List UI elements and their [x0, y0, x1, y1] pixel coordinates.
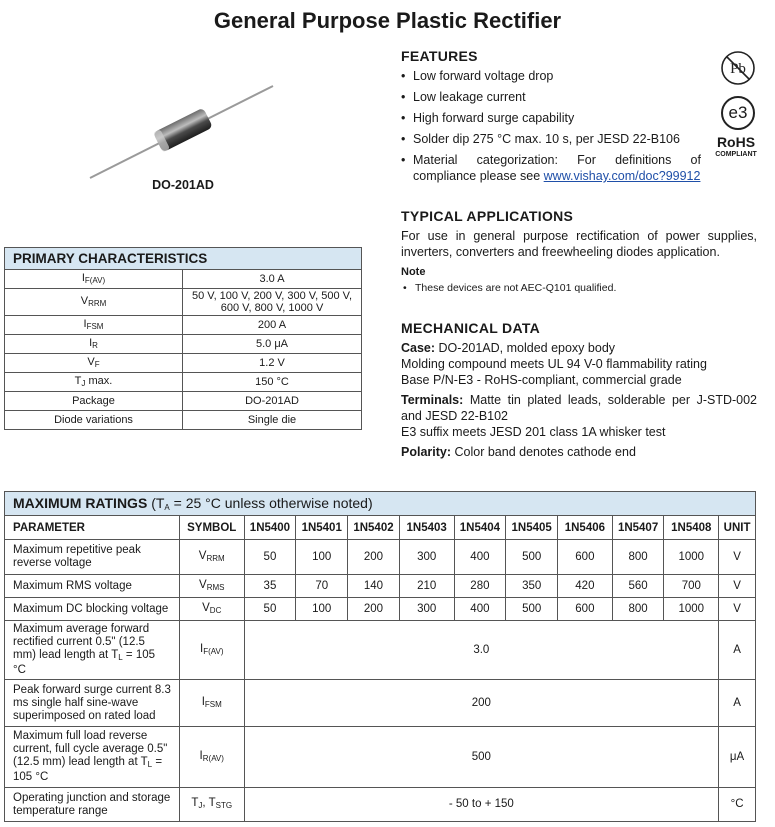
- value-cell: 300: [399, 598, 454, 621]
- value-cell: 300: [399, 540, 454, 575]
- terminals-label: Terminals:: [401, 393, 464, 407]
- terminals-info: [401, 392, 757, 424]
- ratings-row: [5, 621, 756, 680]
- unit-cell: V: [719, 575, 756, 598]
- mechanical-data-title: MECHANICAL DATA: [401, 320, 541, 336]
- primary-row: [5, 289, 362, 316]
- feature-item: • High forward surge capability: [401, 110, 761, 126]
- primary-row: [5, 270, 362, 289]
- primary-value: 50 V, 100 V, 200 V, 300 V, 500 V, 600 V, 800 V, 1000 V: [183, 289, 362, 316]
- symbol-cell: $V_{RMS}$: [179, 575, 244, 598]
- terminals-line2: E3 suffix meets JESD 201 class 1A whisker test: [401, 425, 666, 439]
- value-cell: 420: [558, 575, 613, 598]
- primary-value: DO-201AD: [183, 392, 362, 411]
- value-cell: 500: [506, 598, 558, 621]
- case-text: DO-201AD, molded epoxy body: [438, 341, 616, 355]
- ratings-row: [5, 680, 756, 727]
- column-header: 1N5402: [348, 516, 400, 540]
- value-cell: 35: [244, 575, 296, 598]
- value-cell: - 50 to + 150: [244, 788, 719, 822]
- value-cell: 560: [612, 575, 664, 598]
- polarity-label: Polarity:: [401, 445, 452, 459]
- value-cell: 700: [664, 575, 719, 598]
- primary-param: Diode variations: [5, 411, 183, 430]
- column-header: UNIT: [719, 516, 756, 540]
- features-title: FEATURES: [401, 48, 478, 64]
- primary-value: 200 A: [183, 316, 362, 335]
- parameter-cell: Maximum DC blocking voltage: [5, 598, 180, 621]
- column-header: PARAMETER: [5, 516, 180, 540]
- value-cell: 350: [506, 575, 558, 598]
- value-cell: 800: [612, 598, 664, 621]
- primary-row: [5, 392, 362, 411]
- value-cell: 200: [244, 680, 719, 727]
- value-cell: 100: [296, 598, 348, 621]
- value-cell: 280: [454, 575, 506, 598]
- value-cell: 400: [454, 598, 506, 621]
- value-cell: 800: [612, 540, 664, 575]
- polarity-info: [401, 444, 757, 460]
- value-cell: 70: [296, 575, 348, 598]
- value-cell: 600: [558, 540, 613, 575]
- primary-value: 3.0 A: [183, 270, 362, 289]
- value-cell: 200: [348, 598, 400, 621]
- case-info: [401, 340, 757, 356]
- primary-characteristics-title: PRIMARY CHARACTERISTICS: [5, 248, 362, 270]
- maximum-ratings-title: MAXIMUM RATINGS: [13, 495, 148, 511]
- column-header: 1N5401: [296, 516, 348, 540]
- ratings-row: [5, 727, 756, 788]
- value-cell: 500: [244, 727, 719, 788]
- maximum-ratings-table: [4, 491, 756, 822]
- parameter-cell: Peak forward surge current 8.3 ms single half sine-wave superimposed on rated load: [5, 680, 180, 727]
- column-header: 1N5404: [454, 516, 506, 540]
- column-header: SYMBOL: [179, 516, 244, 540]
- primary-row: [5, 335, 362, 354]
- value-cell: 140: [348, 575, 400, 598]
- symbol-cell: $I_{R(AV)}$: [179, 727, 244, 788]
- primary-value: Single die: [183, 411, 362, 430]
- value-cell: 400: [454, 540, 506, 575]
- symbol-cell: $V_{RRM}$: [179, 540, 244, 575]
- polarity-text: Color band denotes cathode end: [454, 445, 636, 459]
- feature-item: • Low leakage current: [401, 89, 761, 105]
- feature-item: • Solder dip 275 °C max. 10 s, per JESD 22-B106: [401, 131, 761, 147]
- primary-param: $V_{RRM}$: [5, 289, 183, 316]
- value-cell: 3.0: [244, 621, 719, 680]
- symbol-cell: $V_{DC}$: [179, 598, 244, 621]
- material-text: Material categorization: For definitions of compliance please see: [413, 153, 701, 183]
- package-label: DO-201AD: [152, 178, 214, 192]
- primary-param: $I_{F(AV)}$: [5, 270, 183, 289]
- parameter-cell: Maximum RMS voltage: [5, 575, 180, 598]
- primary-row: [5, 373, 362, 392]
- primary-param: $I_R$: [5, 335, 183, 354]
- primary-row: [5, 316, 362, 335]
- column-header: 1N5400: [244, 516, 296, 540]
- maximum-ratings-banner: [5, 492, 756, 516]
- rohs-compliant-label: COMPLIANT: [715, 151, 757, 158]
- symbol-cell: $I_{F(AV)}$: [179, 621, 244, 680]
- primary-param: $T_J$ max.: [5, 373, 183, 392]
- value-cell: 1000: [664, 598, 719, 621]
- compliance-link[interactable]: www.vishay.com/doc?99912: [543, 169, 701, 183]
- ratings-row: [5, 598, 756, 621]
- unit-cell: V: [719, 540, 756, 575]
- column-header: 1N5403: [399, 516, 454, 540]
- diode-package-image: [88, 78, 278, 183]
- column-header: 1N5408: [664, 516, 719, 540]
- ratings-row: [5, 575, 756, 598]
- value-cell: 50: [244, 598, 296, 621]
- lead-free-icon-text: Pb: [730, 61, 746, 77]
- primary-characteristics-table: [4, 247, 362, 430]
- typical-applications-title: TYPICAL APPLICATIONS: [401, 208, 574, 224]
- symbol-cell: $T_J$, $T_{STG}$: [179, 788, 244, 822]
- note-text: • These devices are not AEC-Q101 qualified.: [401, 282, 757, 294]
- ratings-condition: ($T_A = 25$ °C unless otherwise noted): [151, 495, 373, 512]
- value-cell: 1000: [664, 540, 719, 575]
- ratings-row: [5, 540, 756, 575]
- unit-cell: A: [719, 621, 756, 680]
- primary-param: $I_{FSM}$: [5, 316, 183, 335]
- primary-value: 5.0 μA: [183, 335, 362, 354]
- value-cell: 500: [506, 540, 558, 575]
- primary-value: 1.2 V: [183, 354, 362, 373]
- e3-icon: e3: [721, 96, 755, 130]
- case-label: Case:: [401, 341, 436, 355]
- mechanical-data-section: [401, 320, 757, 460]
- rohs-logo: RoHS: [716, 134, 756, 150]
- primary-param: Package: [5, 392, 183, 411]
- unit-cell: V: [719, 598, 756, 621]
- parameter-cell: Maximum average forward rectified current 0.5" (12.5 mm) lead length at $T_L = 105$ °C: [5, 621, 180, 680]
- feature-item: [401, 152, 701, 184]
- value-cell: 50: [244, 540, 296, 575]
- page-title: General Purpose Plastic Rectifier: [213, 8, 562, 33]
- column-header: 1N5405: [506, 516, 558, 540]
- lead-free-icon: [720, 50, 756, 86]
- note-title: Note: [401, 266, 426, 278]
- value-cell: 200: [348, 540, 400, 575]
- primary-row: [5, 354, 362, 373]
- feature-item: • Low forward voltage drop: [401, 68, 761, 84]
- symbol-cell: $I_{FSM}$: [179, 680, 244, 727]
- features-section: [401, 48, 761, 189]
- value-cell: 100: [296, 540, 348, 575]
- value-cell: 600: [558, 598, 613, 621]
- parameter-cell: Maximum full load reverse current, full cycle average 0.5" (12.5 mm) lead length at $T_L = 105$ °C: [5, 727, 180, 788]
- value-cell: 210: [399, 575, 454, 598]
- ratings-row: [5, 788, 756, 822]
- parameter-cell: Operating junction and storage temperature range: [5, 788, 180, 822]
- column-header: 1N5407: [612, 516, 664, 540]
- case-line3: Base P/N-E3 - RoHS-compliant, commercial grade: [401, 373, 682, 387]
- unit-cell: μA: [719, 727, 756, 788]
- terminals-text: Matte tin plated leads, solderable per J-STD-002 and JESD 22-B102: [401, 393, 757, 423]
- parameter-cell: Maximum repetitive peak reverse voltage: [5, 540, 180, 575]
- unit-cell: °C: [719, 788, 756, 822]
- primary-param: $V_F$: [5, 354, 183, 373]
- case-line2: Molding compound meets UL 94 V-0 flammability rating: [401, 357, 707, 371]
- primary-value: 150 °C: [183, 373, 362, 392]
- typical-applications-section: [401, 208, 757, 294]
- typical-applications-text: For use in general purpose rectification of power supplies, inverters, converters and freewheeling diodes application.: [401, 229, 757, 259]
- primary-row: [5, 411, 362, 430]
- unit-cell: A: [719, 680, 756, 727]
- column-header: 1N5406: [558, 516, 613, 540]
